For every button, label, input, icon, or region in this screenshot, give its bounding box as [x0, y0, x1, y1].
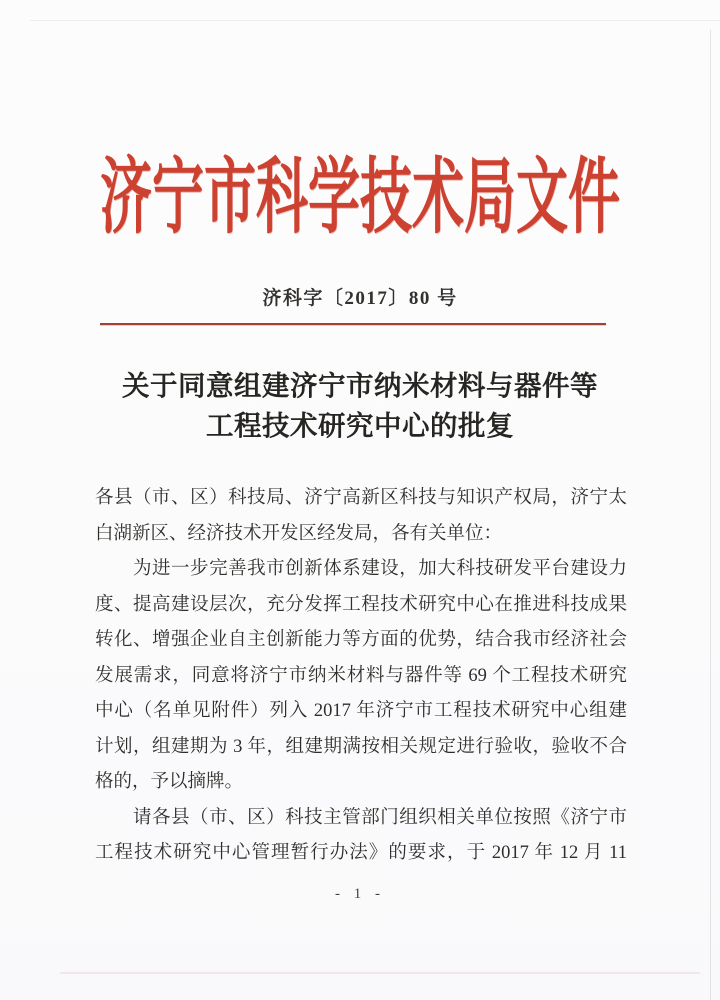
title-line-2: 工程技术研究中心的批复 [206, 410, 514, 441]
body-line: 度、提高建设层次，充分发挥工程技术研究中心在推进科技成果 [95, 594, 627, 615]
document-number: 济科字〔2017〕80 号 [262, 288, 458, 309]
body-line: 转化、增强企业自主创新能力等方面的优势，结合我市经济社会 [95, 630, 627, 650]
body-line: 白湖新区、经济技术开发区经发局，各有关单位： [95, 523, 503, 544]
document-title [0, 366, 720, 446]
body-line: 工程技术研究中心管理暂行办法》的要求，于 2017 年 12 月 11 [95, 843, 627, 863]
body-line: 发展需求，同意将济宁市纳米材料与器件等 69 个工程技术研究 [95, 665, 627, 686]
scan-artifact-bottom [60, 972, 700, 974]
title-line-1: 关于同意组建济宁市纳米材料与器件等 [122, 370, 598, 401]
red-separator-line [100, 323, 606, 325]
body-line: 为进一步完善我市创新体系建设，加大科技研发平台建设力 [133, 559, 627, 579]
letterhead-title: 济宁市科学技术局文件 [99, 153, 620, 244]
body-line: 计划，组建期为 3 年，组建期满按相关规定进行验收，验收不合 [95, 736, 627, 757]
body-line: 请各县（市、区）科技主管部门组织相关单位按照《济宁市 [133, 807, 627, 828]
scan-artifact-top [30, 20, 720, 21]
document-body [95, 481, 627, 872]
body-line: 各县（市、区）科技局、济宁高新区科技与知识产权局，济宁太 [95, 488, 627, 508]
letterhead [0, 146, 720, 244]
body-line: 格的，予以摘牌。 [95, 772, 244, 792]
body-line: 中心（名单见附件）列入 2017 年济宁市工程技术研究中心组建 [95, 701, 627, 721]
page-number: - 1 - [335, 886, 385, 902]
